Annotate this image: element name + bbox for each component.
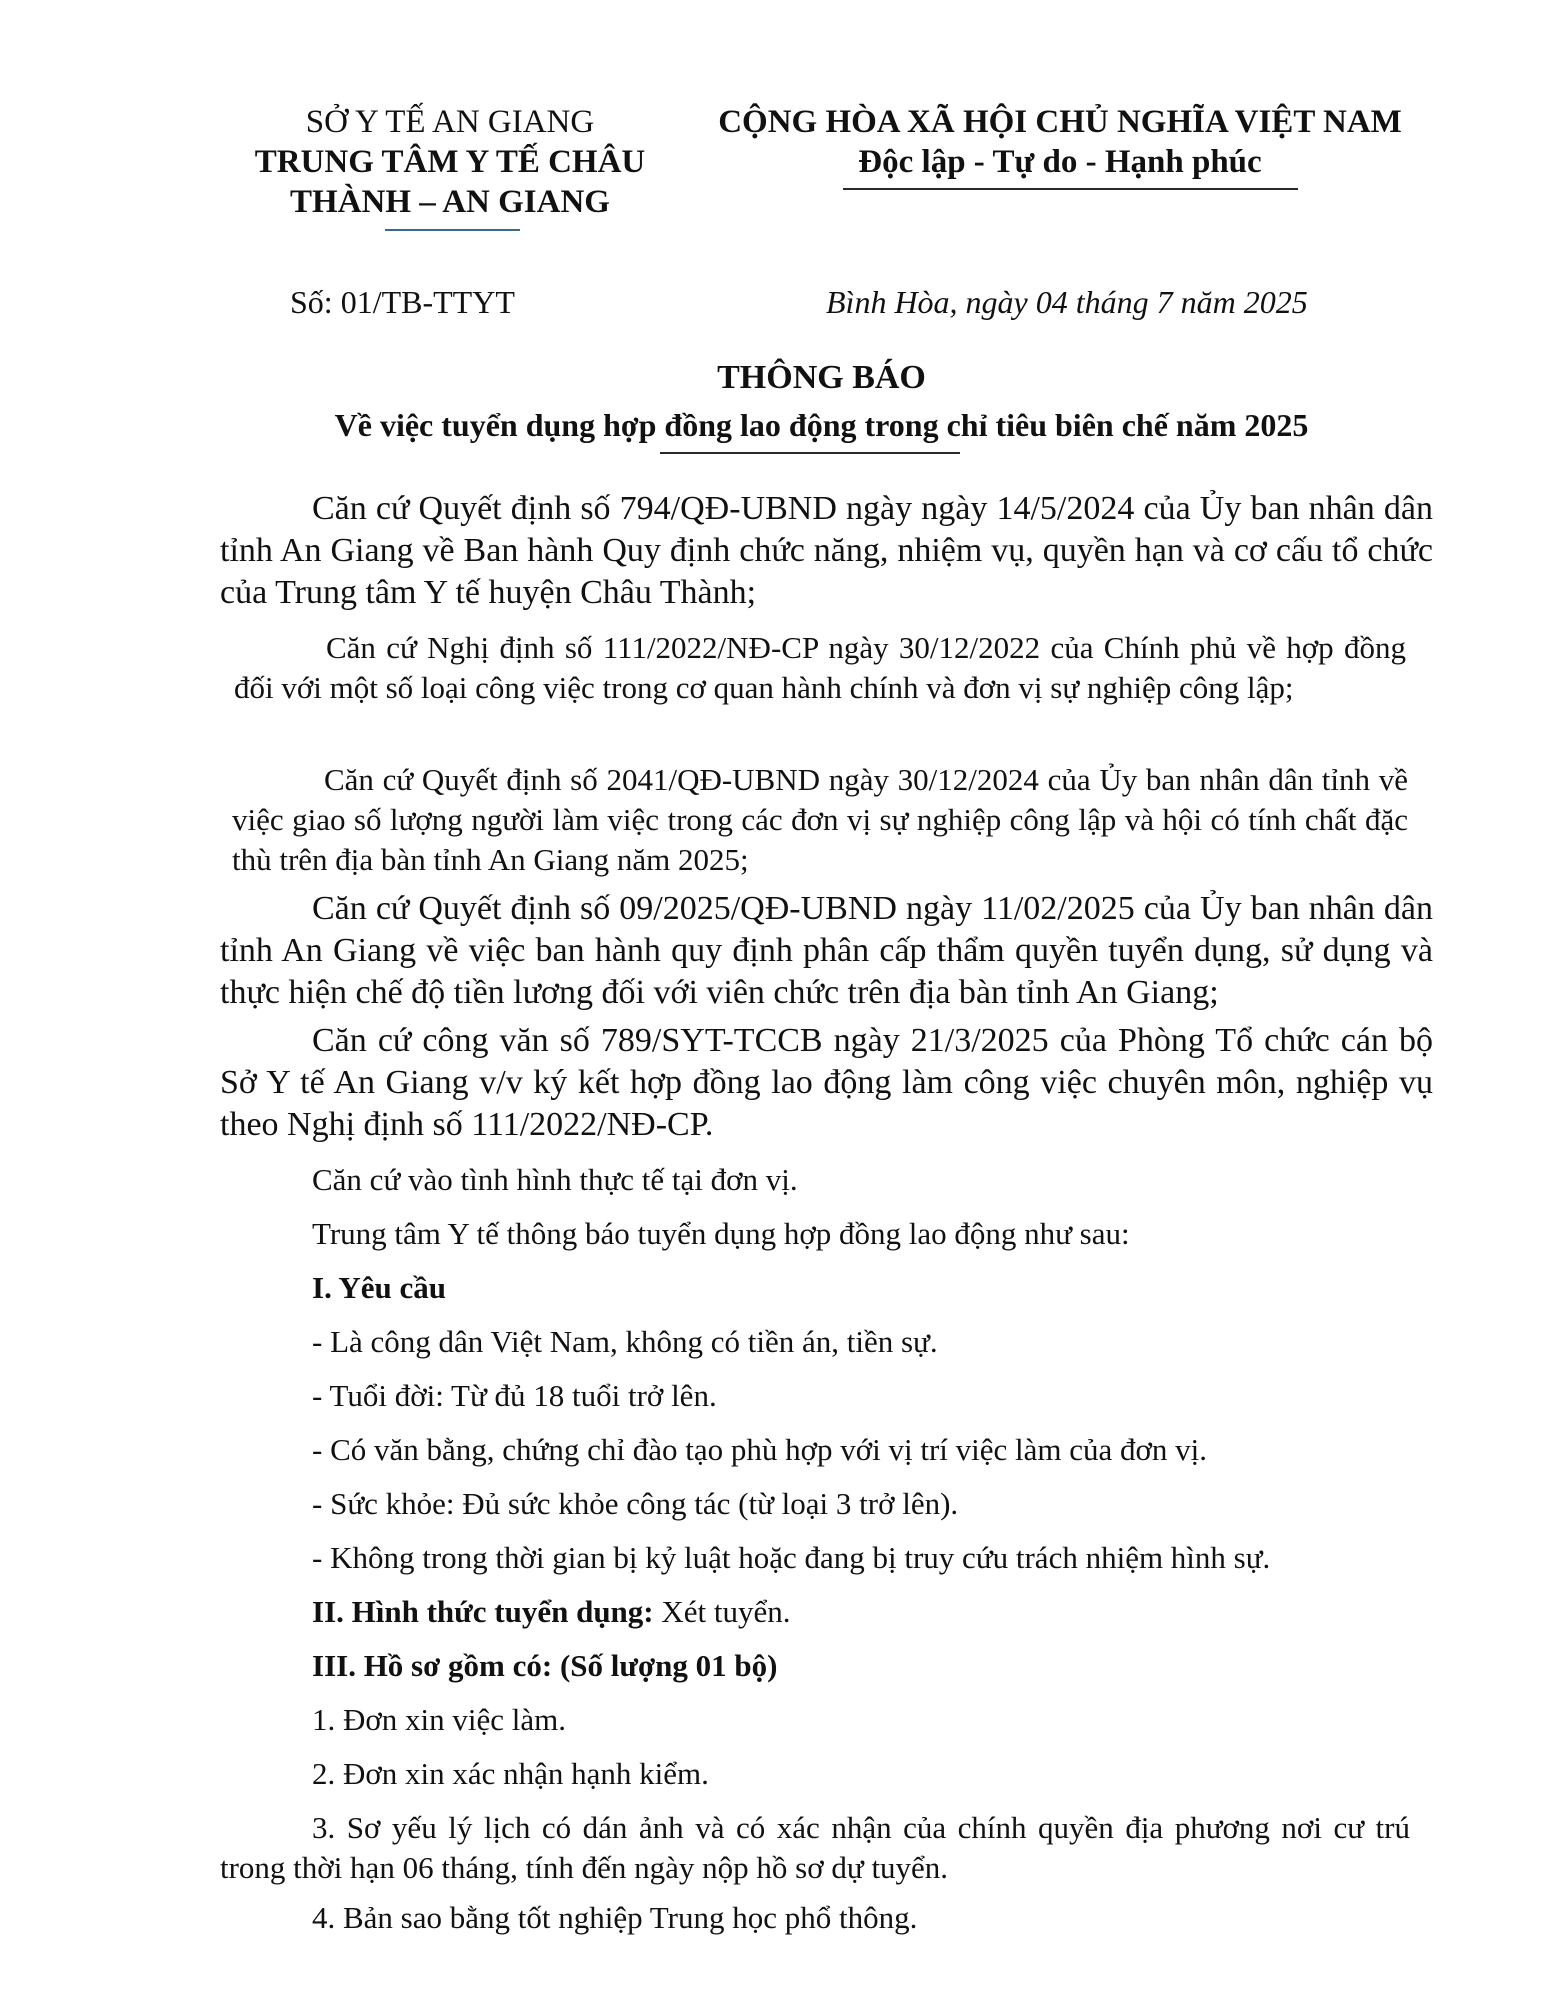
requirement-item: - Có văn bằng, chứng chỉ đào tạo phù hợp với vị trí việc làm của đơn vị. xyxy=(312,1432,1208,1467)
department-name: SỞ Y TẾ AN GIANG xyxy=(305,104,595,140)
section-2-value: Xét tuyển. xyxy=(653,1594,791,1629)
legal-basis-5: Căn cứ công văn số 789/SYT-TCCB ngày 21/3/2025 của Phòng Tổ chức cán bộ Sở Y tế An Giang v/v ký kết hợp đồng lao động làm công việc chuyên môn, nghiệp vụ theo Nghị định số 111/2022/NĐ-CP. xyxy=(220,1022,1433,1143)
document-subtitle: Về việc tuyển dụng hợp đồng lao động trong chỉ tiêu biên chế năm 2025 xyxy=(334,407,1309,443)
organization-underline xyxy=(385,229,520,231)
requirement-item: - Là công dân Việt Nam, không có tiền án, tiền sự. xyxy=(312,1324,938,1359)
section-2-heading: II. Hình thức tuyển dụng: xyxy=(312,1594,654,1629)
dossier-item: 1. Đơn xin việc làm. xyxy=(312,1702,567,1737)
legal-basis-3: Căn cứ Quyết định số 2041/QĐ-UBND ngày 30/12/2024 của Ủy ban nhân dân tỉnh về việc giao số lượng người làm việc trong các đơn vị sự nghiệp công lập và hội có tính chất đặc thù trên địa bàn tỉnh An Giang năm 2025; xyxy=(232,762,1408,877)
legal-basis-4: Căn cứ Quyết định số 09/2025/QĐ-UBND ngày 11/02/2025 của Ủy ban nhân dân tỉnh An Giang về việc ban hành quy định phân cấp thẩm quyền tuyển dụng, sử dụng và thực hiện chế độ tiền lương đối với viên chức trên địa bàn tỉnh An Giang; xyxy=(220,890,1433,1011)
national-motto: Độc lập - Tự do - Hạnh phúc xyxy=(858,144,1262,180)
dossier-item: 3. Sơ yếu lý lịch có dán ảnh và có xác nhận của chính quyền địa phương nơi cư trú trong thời hạn 06 tháng, tính đến ngày nộp hồ sơ dự tuyển. xyxy=(220,1810,1410,1885)
section-3-heading: III. Hồ sơ gồm có: (Số lượng 01 bộ) xyxy=(312,1648,778,1683)
legal-basis-1: Căn cứ Quyết định số 794/QĐ-UBND ngày ngày 14/5/2024 của Ủy ban nhân dân tỉnh An Giang về Ban hành Quy định chức năng, nhiệm vụ, quyền hạn và cơ cấu tổ chức của Trung tâm Y tế huyện Châu Thành; xyxy=(220,490,1433,611)
document-title: THÔNG BÁO xyxy=(717,359,926,396)
subtitle-underline xyxy=(660,452,960,454)
organization-name-line1: TRUNG TÂM Y TẾ CHÂU xyxy=(254,144,646,180)
organization-name-line2: THÀNH – AN GIANG xyxy=(290,184,610,220)
requirement-item: - Sức khỏe: Đủ sức khỏe công tác (từ loại 3 trở lên). xyxy=(312,1486,959,1521)
announcement-intro: Trung tâm Y tế thông báo tuyển dụng hợp đồng lao động như sau: xyxy=(312,1216,1130,1251)
dossier-item: 2. Đơn xin xác nhận hạnh kiểm. xyxy=(312,1756,709,1791)
requirement-item: - Tuổi đời: Từ đủ 18 tuổi trở lên. xyxy=(312,1378,717,1413)
motto-underline xyxy=(843,188,1298,190)
legal-basis-2: Căn cứ Nghị định số 111/2022/NĐ-CP ngày 30/12/2022 của Chính phủ về hợp đồng đối với một số loại công việc trong cơ quan hành chính và đơn vị sự nghiệp công lập; xyxy=(234,630,1406,705)
basis-actual-situation: Căn cứ vào tình hình thực tế tại đơn vị. xyxy=(312,1162,798,1197)
requirement-item: - Không trong thời gian bị kỷ luật hoặc đang bị truy cứu trách nhiệm hình sự. xyxy=(312,1540,1271,1575)
national-title: CỘNG HÒA XÃ HỘI CHỦ NGHĨA VIỆT NAM xyxy=(718,104,1402,140)
section-2-line xyxy=(312,1592,791,1632)
section-1-heading: I. Yêu cầu xyxy=(312,1270,447,1305)
dossier-item: 4. Bản sao bằng tốt nghiệp Trung học phổ thông. xyxy=(312,1900,918,1935)
document-number: Số: 01/TB-TTYT xyxy=(290,284,515,320)
place-and-date: Bình Hòa, ngày 04 tháng 7 năm 2025 xyxy=(826,284,1308,320)
